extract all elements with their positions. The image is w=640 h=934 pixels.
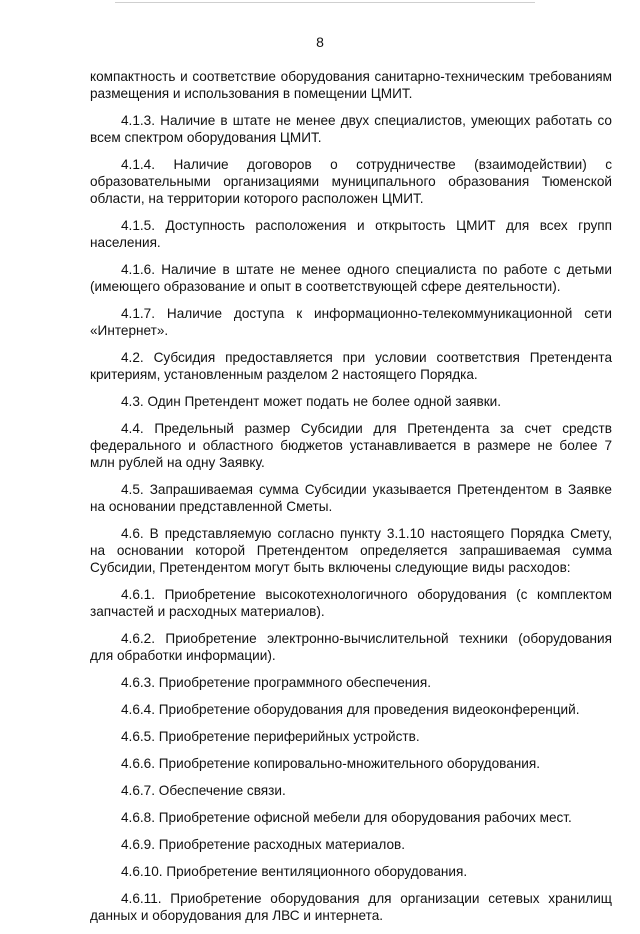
paragraph: 4.1.7. Наличие доступа к информационно-телекоммуникационной сети «Интернет». [90,306,612,338]
paragraph: 4.6.5. Приобретение периферийных устройств. [121,729,420,744]
paragraph: 4.1.5. Доступность расположения и открытость ЦМИТ для всех групп населения. [90,218,612,250]
paragraph: 4.6.3. Приобретение программного обеспечения. [121,675,432,690]
paragraph: 4.1.3. Наличие в штате не менее двух специалистов, умеющих работать со всем спектром оборудования ЦМИТ. [90,113,612,145]
paragraph: 4.3. Один Претендент может подать не более одной заявки. [121,394,502,409]
paragraph: 4.6.9. Приобретение расходных материалов. [121,837,406,852]
scan-edge-mark [115,2,535,3]
paragraph: 4.6.8. Приобретение офисной мебели для оборудования рабочих мест. [121,810,572,825]
paragraph: 4.4. Предельный размер Субсидии для Претендента за счет средств федерального и областного бюджетов устанавливается в размере не более 7 млн рублей на одну Заявку. [90,421,612,470]
paragraph: 4.6.7. Обеспечение связи. [121,783,286,798]
page-number: 8 [316,34,324,50]
paragraph: 4.6.10. Приобретение вентиляционного оборудования. [121,864,468,879]
paragraph: 4.1.4. Наличие договоров о сотрудничестве (взаимодействии) с образовательными организациями муниципального образования Тюменской области, на территории которого расположен ЦМИТ. [90,157,612,206]
paragraph: 4.6.11. Приобретение оборудования для организации сетевых хранилищ данных и оборудования для ЛВС и интернета. [90,891,612,923]
paragraph: компактность и соответствие оборудования санитарно-техническим требованиям размещения и использования в помещении ЦМИТ. [90,69,612,101]
paragraph: 4.2. Субсидия предоставляется при условии соответствия Претендента критериям, установленным разделом 2 настоящего Порядка. [90,350,612,382]
paragraph: 4.5. Запрашиваемая сумма Субсидии указывается Претендентом в Заявке на основании представленной Сметы. [90,482,612,514]
paragraph: 4.6.4. Приобретение оборудования для проведения видеоконференций. [121,702,580,717]
paragraph: 4.6.6. Приобретение копировально-множительного оборудования. [121,756,540,771]
paragraph: 4.6.1. Приобретение высокотехнологичного оборудования (с комплектом запчастей и расходных материалов). [90,587,612,619]
document-body [90,68,612,934]
paragraph: 4.1.6. Наличие в штате не менее одного специалиста по работе с детьми (имеющего образование и опыт в соответствующей сфере деятельности). [90,262,612,294]
paragraph: 4.6. В представляемую согласно пункту 3.1.10 настоящего Порядка Смету, на основании которой Претендентом определяется запрашиваемая сумма Субсидии, Претендентом могут быть включены следующие виды расходов: [90,526,612,575]
paragraph: 4.6.2. Приобретение электронно-вычислительной техники (оборудования для обработки информации). [90,631,612,663]
